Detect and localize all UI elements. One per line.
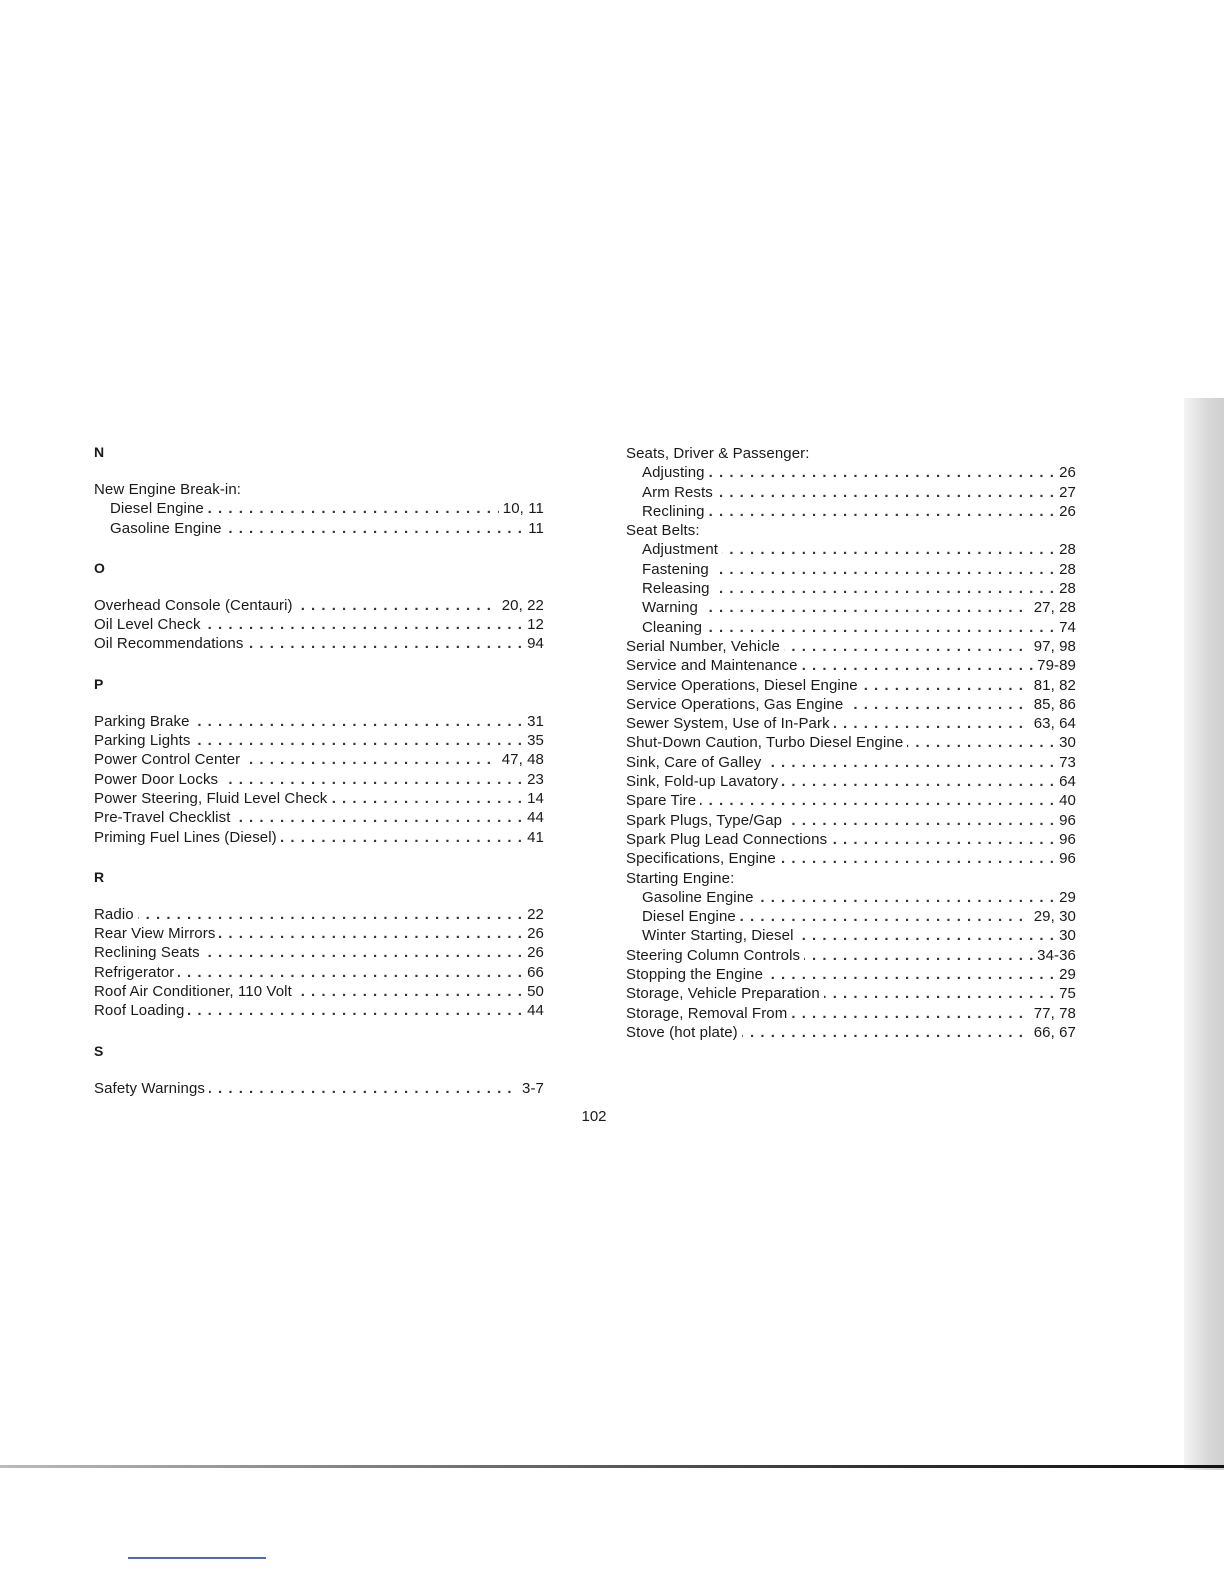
section-letter: O — [94, 559, 105, 576]
index-entry — [94, 789, 544, 808]
entry-label: Gasoline Engine — [94, 520, 226, 537]
entry-page-numbers: 81, 82 — [1030, 676, 1076, 695]
index-entry — [94, 905, 544, 924]
entry-label: Oil Level Check — [94, 616, 205, 633]
entry-label: Priming Fuel Lines (Diesel) — [94, 829, 281, 846]
entry-page-numbers: 97, 98 — [1030, 637, 1076, 656]
index-entry — [626, 946, 1076, 965]
entry-label: Arm Rests — [626, 484, 717, 501]
entry-label: Sink, Care of Galley — [626, 754, 765, 771]
entry-label: Parking Brake — [94, 713, 194, 730]
section-letter: N — [94, 444, 105, 460]
entry-page-numbers: 77, 78 — [1030, 1004, 1076, 1023]
index-entry — [94, 1001, 544, 1020]
entry-label: Power Door Locks — [94, 771, 222, 788]
index-entry — [626, 1004, 1076, 1023]
index-entry — [94, 499, 544, 518]
index-entry — [626, 888, 1076, 907]
entry-label: Roof Loading — [94, 1002, 188, 1019]
index-entry — [626, 637, 1076, 656]
index-entry — [94, 731, 544, 750]
entry-page-numbers: 20, 22 — [498, 596, 544, 615]
index-entry — [626, 560, 1076, 579]
entry-label: Rear View Mirrors — [94, 925, 219, 942]
index-entry — [94, 828, 544, 847]
entry-page-numbers: 64 — [1055, 772, 1076, 791]
index-entry — [626, 714, 1076, 733]
entry-page-numbers: 66 — [523, 963, 544, 982]
entry-page-numbers: 11 — [524, 519, 544, 538]
entry-label: Roof Air Conditioner, 110 Volt — [94, 983, 296, 1000]
index-entry — [626, 849, 1076, 868]
index-entry — [94, 615, 544, 634]
entry-page-numbers: 85, 86 — [1030, 695, 1076, 714]
index-entry — [94, 750, 544, 769]
entry-page-numbers: 75 — [1055, 984, 1076, 1003]
page-number: 102 — [581, 1108, 607, 1125]
entry-page-numbers: 27, 28 — [1030, 598, 1076, 617]
entry-label: Steering Column Controls — [626, 947, 804, 964]
entry-page-numbers: 41 — [523, 828, 544, 847]
entry-label: Adjustment — [626, 541, 722, 558]
entry-label: Oil Recommendations — [94, 635, 247, 652]
entry-label: Releasing — [626, 580, 714, 597]
entry-page-numbers: 40 — [1055, 791, 1076, 810]
index-entry — [626, 695, 1076, 714]
index-group-heading — [626, 444, 1076, 463]
entry-label: Diesel Engine — [626, 908, 740, 925]
index-entry — [626, 502, 1076, 521]
entry-label: Sink, Fold-up Lavatory — [626, 773, 782, 790]
index-entry — [94, 1079, 544, 1098]
index-entry — [94, 943, 544, 962]
entry-label: Power Steering, Fluid Level Check — [94, 790, 331, 807]
entry-page-numbers: 94 — [523, 634, 544, 653]
index-entry — [94, 963, 544, 982]
index-entry — [94, 982, 544, 1001]
entry-page-numbers: 44 — [523, 808, 544, 827]
index-entry — [626, 830, 1076, 849]
index-entry — [626, 618, 1076, 637]
entry-label: Warning — [626, 599, 702, 616]
index-group-heading — [94, 480, 544, 499]
entry-label: Adjusting — [626, 464, 709, 481]
entry-page-numbers: 44 — [523, 1001, 544, 1020]
entry-page-numbers: 26 — [523, 943, 544, 962]
entry-page-numbers: 22 — [523, 905, 544, 924]
entry-label: Radio — [94, 906, 138, 923]
entry-label: Seats, Driver & Passenger: — [626, 445, 814, 462]
entry-label: Gasoline Engine — [626, 889, 758, 906]
index-entry — [626, 733, 1076, 752]
entry-page-numbers: 74 — [1055, 618, 1076, 637]
entry-label: Specifications, Engine — [626, 850, 780, 867]
entry-page-numbers: 29 — [1055, 965, 1076, 984]
blue-line-mark — [128, 1557, 266, 1559]
entry-label: Service and Maintenance — [626, 657, 802, 674]
entry-page-numbers: 28 — [1055, 579, 1076, 598]
index-entry — [94, 596, 544, 615]
entry-page-numbers: 50 — [523, 982, 544, 1001]
entry-label: Cleaning — [626, 619, 706, 636]
entry-label: Power Control Center — [94, 751, 244, 768]
entry-page-numbers: 3-7 — [518, 1079, 544, 1098]
page-bottom-edge — [0, 1465, 1224, 1468]
entry-page-numbers: 26 — [1055, 502, 1076, 521]
index-entry — [626, 772, 1076, 791]
entry-page-numbers: 27 — [1055, 483, 1076, 502]
entry-label: Spark Plug Lead Connections — [626, 831, 831, 848]
index-entry — [94, 770, 544, 789]
index-group-heading — [626, 521, 1076, 540]
index-entry — [94, 808, 544, 827]
entry-page-numbers: 47, 48 — [498, 750, 544, 769]
index-entry — [626, 656, 1076, 675]
entry-label: Winter Starting, Diesel — [626, 927, 798, 944]
index-entry — [94, 924, 544, 943]
entry-label: Pre-Travel Checklist — [94, 809, 234, 826]
entry-page-numbers: 12 — [523, 615, 544, 634]
entry-page-numbers: 28 — [1055, 540, 1076, 559]
entry-page-numbers: 26 — [1055, 463, 1076, 482]
index-entry — [626, 753, 1076, 772]
index-entry — [626, 676, 1076, 695]
entry-page-numbers: 26 — [523, 924, 544, 943]
entry-label: Overhead Console (Centauri) — [94, 597, 297, 614]
entry-page-numbers: 35 — [523, 731, 544, 750]
entry-label: Service Operations, Gas Engine — [626, 696, 847, 713]
entry-label: Shut-Down Caution, Turbo Diesel Engine — [626, 734, 907, 751]
entry-page-numbers: 66, 67 — [1030, 1023, 1076, 1042]
entry-label: Serial Number, Vehicle — [626, 638, 784, 655]
index-entry — [626, 926, 1076, 945]
entry-label: Sewer System, Use of In-Park — [626, 715, 834, 732]
entry-page-numbers: 96 — [1055, 830, 1076, 849]
entry-page-numbers: 28 — [1055, 560, 1076, 579]
index-entry — [626, 984, 1076, 1003]
index-column-right — [626, 444, 1076, 1042]
entry-page-numbers: 34-36 — [1033, 946, 1076, 965]
entry-label: Parking Lights — [94, 732, 194, 749]
entry-page-numbers: 29 — [1055, 888, 1076, 907]
index-column-left — [94, 444, 544, 1098]
index-entry — [626, 463, 1076, 482]
entry-page-numbers: 30 — [1055, 926, 1076, 945]
entry-label: Seat Belts: — [626, 522, 704, 539]
index-entry — [626, 598, 1076, 617]
book-binding-edge — [1184, 398, 1224, 1470]
index-entry — [626, 1023, 1076, 1042]
index-group-heading — [626, 869, 1076, 888]
entry-label: Storage, Removal From — [626, 1005, 791, 1022]
index-entry — [626, 965, 1076, 984]
entry-page-numbers: 96 — [1055, 811, 1076, 830]
entry-label: New Engine Break-in: — [94, 481, 245, 498]
index-entry — [94, 634, 544, 653]
index-entry — [626, 579, 1076, 598]
entry-page-numbers: 73 — [1055, 753, 1076, 772]
index-entry — [626, 483, 1076, 502]
entry-label: Spare Tire — [626, 792, 700, 809]
entry-page-numbers: 10, 11 — [499, 499, 544, 518]
section-letter: R — [94, 868, 105, 885]
entry-label: Diesel Engine — [94, 500, 208, 517]
entry-page-numbers: 30 — [1055, 733, 1076, 752]
entry-label: Starting Engine: — [626, 870, 738, 887]
entry-label: Stopping the Engine — [626, 966, 767, 983]
index-entry — [626, 791, 1076, 810]
entry-label: Spark Plugs, Type/Gap — [626, 812, 786, 829]
index-entry — [626, 811, 1076, 830]
entry-label: Storage, Vehicle Preparation — [626, 985, 824, 1002]
entry-label: Stove (hot plate) — [626, 1024, 742, 1041]
entry-label: Fastening — [626, 561, 713, 578]
entry-label: Safety Warnings — [94, 1080, 209, 1097]
entry-label: Reclining — [626, 503, 709, 520]
section-letter: P — [94, 675, 104, 692]
entry-label: Service Operations, Diesel Engine — [626, 677, 862, 694]
index-entry — [94, 712, 544, 731]
entry-page-numbers: 31 — [523, 712, 544, 731]
entry-page-numbers: 63, 64 — [1030, 714, 1076, 733]
entry-label: Refrigerator — [94, 964, 178, 981]
entry-page-numbers: 79-89 — [1033, 656, 1076, 675]
entry-page-numbers: 23 — [523, 770, 544, 789]
index-entry — [94, 519, 544, 538]
index-entry — [626, 540, 1076, 559]
section-letter: S — [94, 1042, 104, 1059]
entry-page-numbers: 96 — [1055, 849, 1076, 868]
index-entry — [626, 907, 1076, 926]
entry-page-numbers: 29, 30 — [1030, 907, 1076, 926]
entry-page-numbers: 14 — [523, 789, 544, 808]
entry-label: Reclining Seats — [94, 944, 204, 961]
